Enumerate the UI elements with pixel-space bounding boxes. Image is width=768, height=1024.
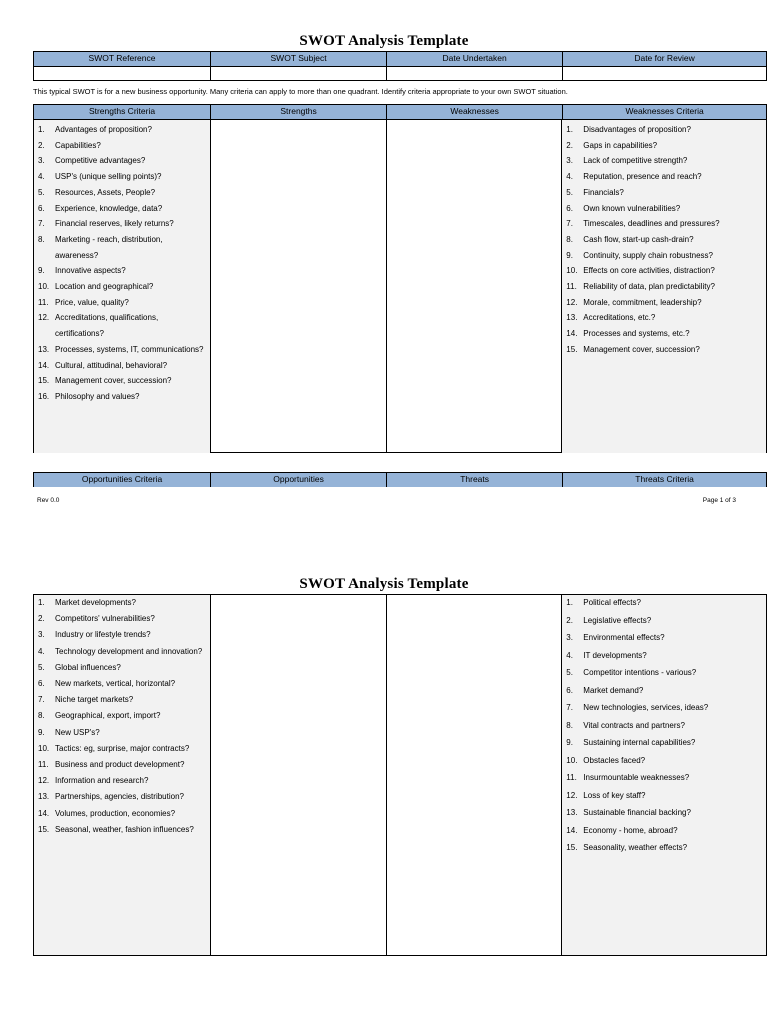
opportunities-criterion-item xyxy=(38,725,208,741)
threats-criterion-item xyxy=(566,753,764,769)
weaknesses-criterion-item xyxy=(566,310,764,326)
swot-reference-field[interactable] xyxy=(34,67,211,81)
threats-criterion-item xyxy=(566,683,764,699)
header-swot-reference: SWOT Reference xyxy=(34,52,211,66)
item-number: 14. xyxy=(38,360,50,370)
threats-criterion-item xyxy=(566,735,764,751)
threats-criterion-text: Sustaining internal capabilities? xyxy=(583,738,696,747)
threats-criterion-text: Market demand? xyxy=(583,685,644,695)
threats-criterion-text: Political effects? xyxy=(583,598,641,607)
opportunities-criterion-text: Market developments? xyxy=(55,598,136,607)
threats-criterion-text: IT developments? xyxy=(583,650,647,660)
item-number: 12. xyxy=(38,313,50,323)
opportunities-threats-table xyxy=(33,594,767,956)
date-undertaken-field[interactable] xyxy=(387,67,563,81)
strengths-criterion-text: Resources, Assets, People? xyxy=(55,187,156,197)
item-number: 4. xyxy=(566,172,573,182)
item-number: 12. xyxy=(38,776,50,786)
header-strengths: Strengths xyxy=(211,105,387,119)
weaknesses-criterion-item xyxy=(566,342,764,358)
opportunities-input-area[interactable] xyxy=(211,595,387,955)
page-title: SWOT Analysis Template xyxy=(299,33,469,49)
swot-subject-field[interactable] xyxy=(211,67,387,81)
weaknesses-criterion-text: Financials? xyxy=(583,187,624,197)
weaknesses-criterion-text: Reliability of data, plan predictability? xyxy=(583,282,715,292)
strengths-criterion-text: Price, value, quality? xyxy=(55,297,129,307)
weaknesses-criterion-item xyxy=(566,216,764,232)
strengths-criterion-item xyxy=(38,279,208,295)
weaknesses-criterion-text: Disadvantages of proposition? xyxy=(583,125,691,134)
opportunities-criterion-text: New USP's? xyxy=(55,727,100,737)
item-number: 2. xyxy=(566,140,573,150)
item-number: 3. xyxy=(38,630,45,640)
strengths-criterion-text: Accreditations, qualifications, certifications? xyxy=(55,313,159,339)
strengths-criterion-item xyxy=(38,201,208,217)
item-number: 3. xyxy=(566,156,573,166)
threats-criterion-item xyxy=(566,595,764,611)
threats-criterion-item xyxy=(566,788,764,804)
item-number: 5. xyxy=(38,187,45,197)
opportunities-criterion-text: Geographical, export, import? xyxy=(55,711,161,721)
item-number: 6. xyxy=(566,685,573,695)
item-number: 13. xyxy=(566,808,578,817)
weaknesses-criterion-text: Lack of competitive strength? xyxy=(583,156,688,166)
item-number: 10. xyxy=(38,743,50,753)
threats-criterion-item xyxy=(566,805,764,821)
opportunities-criterion-item xyxy=(38,757,208,773)
strengths-criterion-item xyxy=(38,169,208,185)
header-weaknesses-criteria: Weaknesses Criteria xyxy=(625,106,704,116)
intro-note: This typical SWOT is for a new business opportunity. Many criteria can apply to more than one quadrant. Identify criteria appropriate to your own SWOT situation. xyxy=(33,87,568,96)
header-opportunities: Opportunities xyxy=(211,473,387,487)
weaknesses-criterion-item xyxy=(566,169,764,185)
item-number: 6. xyxy=(38,679,45,689)
opportunities-criterion-item xyxy=(38,611,208,627)
strengths-criterion-item xyxy=(38,122,208,138)
item-number: 12. xyxy=(566,297,578,307)
opportunities-criterion-item xyxy=(38,627,208,643)
item-number: 3. xyxy=(38,156,45,166)
item-number: 15. xyxy=(38,824,50,834)
weaknesses-criterion-item xyxy=(566,185,764,201)
item-number: 7. xyxy=(566,219,573,229)
item-number: 6. xyxy=(566,203,573,213)
weaknesses-criterion-item xyxy=(566,279,764,295)
weaknesses-criterion-item xyxy=(566,153,764,169)
item-number: 14. xyxy=(566,329,578,339)
strengths-criterion-item xyxy=(38,358,208,374)
weaknesses-criterion-text: Gaps in capabilities? xyxy=(583,140,658,150)
opportunities-criterion-item xyxy=(38,773,208,789)
item-number: 13. xyxy=(566,313,578,323)
opportunities-criterion-item xyxy=(38,708,208,724)
threats-criterion-text: Loss of key staff? xyxy=(583,790,646,800)
weaknesses-criterion-item xyxy=(566,138,764,154)
strengths-criteria-column xyxy=(34,120,211,453)
item-number: 1. xyxy=(38,598,45,607)
opportunities-criterion-text: Business and product development? xyxy=(55,760,185,770)
threats-criterion-text: Seasonality, weather effects? xyxy=(583,843,688,852)
item-number: 4. xyxy=(566,650,573,660)
threats-criterion-text: Sustainable financial backing? xyxy=(583,808,691,817)
strengths-criterion-text: Competitive advantages? xyxy=(55,156,146,166)
strengths-criterion-text: Advantages of proposition? xyxy=(55,125,152,134)
opportunities-criterion-text: Competitors' vulnerabilities? xyxy=(55,614,155,624)
opportunities-criterion-item xyxy=(38,789,208,805)
item-number: 11. xyxy=(566,773,577,782)
strengths-input-area[interactable] xyxy=(211,120,387,453)
header-date-undertaken: Date Undertaken xyxy=(387,52,563,66)
item-number: 4. xyxy=(38,646,45,656)
threats-input-area[interactable] xyxy=(387,595,563,955)
strengths-criterion-text: Capabilities? xyxy=(55,140,101,150)
opportunities-criterion-text: Global influences? xyxy=(55,662,121,672)
item-number: 15. xyxy=(38,376,50,386)
item-number: 8. xyxy=(38,711,45,721)
item-number: 5. xyxy=(566,187,573,197)
weaknesses-criterion-text: Cash flow, start-up cash-drain? xyxy=(583,234,694,244)
threats-criterion-item xyxy=(566,718,764,734)
weaknesses-criterion-text: Continuity, supply chain robustness? xyxy=(583,250,713,260)
date-for-review-field[interactable] xyxy=(563,67,766,81)
strengths-criterion-text: Innovative aspects? xyxy=(55,266,126,276)
weaknesses-criterion-item xyxy=(566,232,764,248)
threats-criterion-text: New technologies, services, ideas? xyxy=(583,703,709,712)
item-number: 15. xyxy=(566,843,578,852)
item-number: 1. xyxy=(566,125,573,134)
weaknesses-criterion-item xyxy=(566,326,764,342)
item-number: 8. xyxy=(566,720,573,730)
strengths-criterion-item xyxy=(38,389,208,405)
strengths-criterion-item xyxy=(38,342,208,358)
strengths-criterion-text: Cultural, attitudinal, behavioral? xyxy=(55,360,168,370)
header-date-for-review: Date for Review xyxy=(634,53,695,63)
item-number: 12. xyxy=(566,790,578,800)
item-number: 6. xyxy=(38,203,45,213)
opportunities-criterion-text: Technology development and innovation? xyxy=(55,646,203,656)
item-number: 4. xyxy=(38,172,45,182)
item-number: 5. xyxy=(566,668,573,677)
item-number: 16. xyxy=(38,391,50,401)
weaknesses-criterion-text: Effects on core activities, distraction? xyxy=(583,266,715,276)
opportunities-criterion-text: Volumes, production, economies? xyxy=(55,808,176,818)
opportunities-criterion-item xyxy=(38,676,208,692)
opportunities-criterion-item xyxy=(38,660,208,676)
strengths-criterion-item xyxy=(38,232,208,263)
strengths-criterion-item xyxy=(38,310,208,341)
item-number: 10. xyxy=(566,266,578,276)
weaknesses-criterion-item xyxy=(566,122,764,138)
opportunities-criterion-item xyxy=(38,595,208,611)
strengths-criterion-item xyxy=(38,263,208,279)
weaknesses-criterion-text: Own known vulnerabilities? xyxy=(583,203,681,213)
item-number: 11. xyxy=(38,297,49,307)
threats-criterion-item xyxy=(566,840,764,856)
threats-criterion-item xyxy=(566,700,764,716)
threats-criterion-item xyxy=(566,770,764,786)
opportunities-criterion-item xyxy=(38,692,208,708)
opportunities-criterion-item xyxy=(38,822,208,838)
weaknesses-criterion-item xyxy=(566,248,764,264)
item-number: 10. xyxy=(38,282,50,292)
opportunities-criterion-text: Industry or lifestyle trends? xyxy=(55,630,151,640)
item-number: 13. xyxy=(38,344,50,354)
weaknesses-criterion-item xyxy=(566,295,764,311)
strengths-criterion-item xyxy=(38,373,208,389)
strengths-criterion-text: Financial reserves, likely returns? xyxy=(55,219,174,229)
opportunities-criterion-text: New markets, vertical, horizontal? xyxy=(55,679,176,689)
item-number: 7. xyxy=(38,219,45,229)
threats-criterion-text: Economy - home, abroad? xyxy=(583,825,678,835)
strengths-criterion-text: Location and geographical? xyxy=(55,282,154,292)
strengths-criterion-text: Experience, knowledge, data? xyxy=(55,203,163,213)
item-number: 11. xyxy=(38,760,49,770)
opportunities-criterion-text: Niche target markets? xyxy=(55,695,134,705)
weaknesses-criterion-text: Timescales, deadlines and pressures? xyxy=(583,219,720,229)
threats-criterion-text: Vital contracts and partners? xyxy=(583,720,685,730)
strengths-criterion-text: USP's (unique selling points)? xyxy=(55,172,162,182)
threats-criterion-text: Environmental effects? xyxy=(583,633,665,642)
item-number: 13. xyxy=(38,792,50,802)
header-threats-criteria: Threats Criteria xyxy=(635,474,694,484)
weaknesses-input-area[interactable] xyxy=(387,120,563,453)
weaknesses-criterion-text: Morale, commitment, leadership? xyxy=(583,297,702,307)
opportunities-criterion-item xyxy=(38,644,208,660)
threats-criterion-text: Legislative effects? xyxy=(583,615,652,625)
item-number: 2. xyxy=(566,615,573,625)
threats-criterion-item xyxy=(566,823,764,839)
header-swot-subject: SWOT Subject xyxy=(211,52,387,66)
item-number: 1. xyxy=(38,125,45,134)
revision-label: Rev 0.0 xyxy=(37,497,60,504)
item-number: 7. xyxy=(38,695,45,705)
weaknesses-criteria-column xyxy=(562,120,766,453)
threats-criterion-item xyxy=(566,613,764,629)
threats-criterion-item xyxy=(566,665,764,681)
strengths-criterion-item xyxy=(38,185,208,201)
opportunities-criterion-item xyxy=(38,741,208,757)
item-number: 9. xyxy=(38,727,45,737)
item-number: 9. xyxy=(566,738,573,747)
item-number: 1. xyxy=(566,598,573,607)
opportunities-criteria-column xyxy=(34,595,211,955)
strengths-criterion-item xyxy=(38,216,208,232)
item-number: 8. xyxy=(566,234,573,244)
item-number: 7. xyxy=(566,703,573,712)
strengths-criterion-item xyxy=(38,138,208,154)
item-number: 9. xyxy=(566,250,573,260)
opportunities-criterion-text: Partnerships, agencies, distribution? xyxy=(55,792,184,802)
item-number: 2. xyxy=(38,140,45,150)
item-number: 14. xyxy=(566,825,578,835)
header-strengths-criteria: Strengths Criteria xyxy=(34,105,211,119)
weaknesses-criterion-text: Management cover, succession? xyxy=(583,344,700,354)
opportunities-criterion-item xyxy=(38,806,208,822)
weaknesses-criterion-text: Reputation, presence and reach? xyxy=(583,172,702,182)
threats-criterion-item xyxy=(566,648,764,664)
opportunities-threats-header xyxy=(33,472,767,487)
item-number: 15. xyxy=(566,344,578,354)
header-weaknesses: Weaknesses xyxy=(387,105,563,119)
strengths-criterion-text: Processes, systems, IT, communications? xyxy=(55,344,204,354)
opportunities-criterion-text: Information and research? xyxy=(55,776,149,786)
strengths-criterion-item xyxy=(38,295,208,311)
opportunities-criterion-text: Seasonal, weather, fashion influences? xyxy=(55,824,194,834)
header-opportunities-criteria: Opportunities Criteria xyxy=(34,473,211,487)
item-number: 8. xyxy=(38,234,45,244)
item-number: 14. xyxy=(38,808,50,818)
weaknesses-criterion-item xyxy=(566,263,764,279)
item-number: 11. xyxy=(566,282,577,292)
weaknesses-criterion-item xyxy=(566,201,764,217)
weaknesses-criterion-text: Accreditations, etc.? xyxy=(583,313,656,323)
threats-criteria-column xyxy=(562,595,766,955)
item-number: 5. xyxy=(38,662,45,672)
item-number: 3. xyxy=(566,633,573,642)
item-number: 10. xyxy=(566,755,578,765)
strengths-criterion-text: Management cover, succession? xyxy=(55,376,172,386)
threats-criterion-text: Obstacles faced? xyxy=(583,755,646,765)
reference-table xyxy=(33,51,767,81)
strengths-criterion-text: Marketing - reach, distribution, awareness? xyxy=(55,234,163,260)
threats-criterion-text: Competitor intentions - various? xyxy=(583,668,697,677)
page2-title: SWOT Analysis Template xyxy=(299,576,469,592)
threats-criterion-text: Insurmountable weaknesses? xyxy=(583,773,690,782)
strengths-criterion-text: Philosophy and values? xyxy=(55,391,140,401)
weaknesses-criterion-text: Processes and systems, etc.? xyxy=(583,329,690,339)
threats-criterion-item xyxy=(566,630,764,646)
page-number: Page 1 of 3 xyxy=(702,497,736,504)
strengths-weaknesses-table xyxy=(33,104,767,453)
opportunities-criterion-text: Tactics: eg, surprise, major contracts? xyxy=(55,743,190,753)
item-number: 9. xyxy=(38,266,45,276)
strengths-criterion-item xyxy=(38,153,208,169)
header-threats: Threats xyxy=(387,473,563,487)
item-number: 2. xyxy=(38,614,45,624)
